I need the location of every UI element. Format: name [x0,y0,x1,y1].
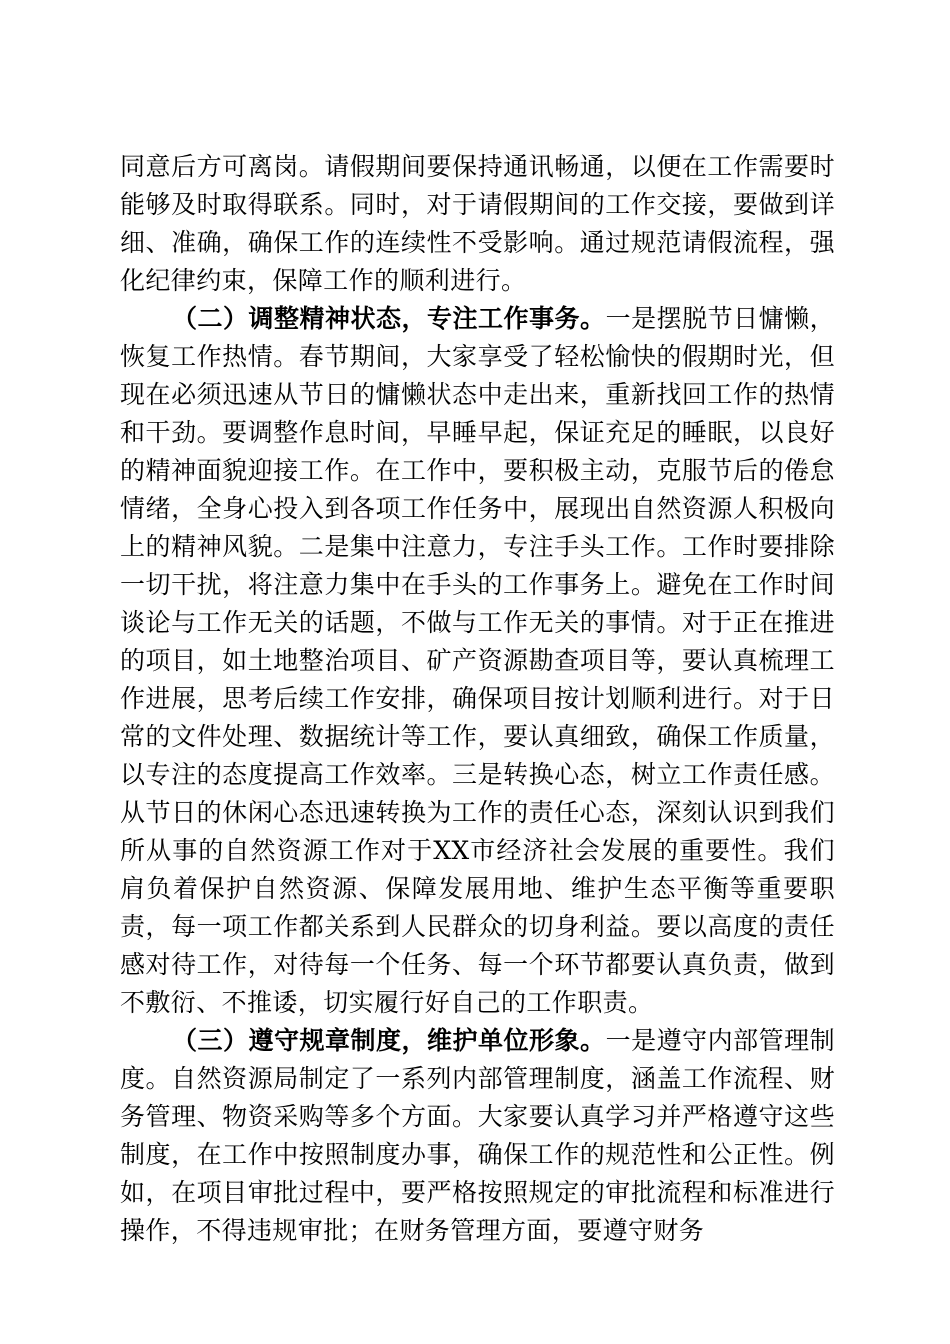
document-body [120,148,835,1250]
paragraph-text: 一是遵守内部管理制度。自然资源局制定了一系列内部管理制度，涵盖工作流程、财务管理、物资采购等多个方面。大家要认真学习并严格遵守这些制度，在工作中按照制度办事，确保工作的规范性和公正性。例如，在项目审批过程中，要严格按照规定的审批流程和标准进行操作，不得违规审批；在财务管理方面，要遵守财务 [120,1026,835,1245]
section-heading: （三）遵守规章制度，维护单位形象。 [172,1026,606,1055]
paragraph-mental-state [120,300,835,1022]
paragraph-text: 同意后方可离岗。请假期间要保持通讯畅通，以便在工作需要时能够及时取得联系。同时，对于请假期间的工作交接，要做到详细、准确，确保工作的连续性不受影响。通过规范请假流程，强化纪律约束，保障工作的顺利进行。 [120,152,835,295]
paragraph-rules-compliance [120,1022,835,1250]
paragraph-leave-procedure [120,148,835,300]
section-heading: （二）调整精神状态，专注工作事务。 [172,304,606,333]
paragraph-text: 一是摆脱节日慵懒，恢复工作热情。春节期间，大家享受了轻松愉快的假期时光，但现在必须迅速从节日的慵懒状态中走出来，重新找回工作的热情和干劲。要调整作息时间，早睡早起，保证充足的睡眠，以良好的精神面貌迎接工作。在工作中，要积极主动，克服节后的倦怠情绪，全身心投入到各项工作任务中，展现出自然资源人积极向上的精神风貌。二是集中注意力，专注手头工作。工作时要排除一切干扰，将注意力集中在手头的工作事务上。避免在工作时间谈论与工作无关的话题，不做与工作无关的事情。对于正在推进的项目，如土地整治项目、矿产资源勘查项目等，要认真梳理工作进展，思考后续工作安排，确保项目按计划顺利进行。对于日常的文件处理、数据统计等工作，要认真细致，确保工作质量，以专注的态度提高工作效率。三是转换心态，树立工作责任感。从节日的休闲心态迅速转换为工作的责任心态，深刻认识到我们所从事的自然资源工作对于XX市经济社会发展的重要性。我们肩负着保护自然资源、保障发展用地、维护生态平衡等重要职责，每一项工作都关系到人民群众的切身利益。要以高度的责任感对待工作，对待每一个任务、每一个环节都要认真负责，做到不敷衍、不推诿，切实履行好自己的工作职责。 [120,304,835,1017]
